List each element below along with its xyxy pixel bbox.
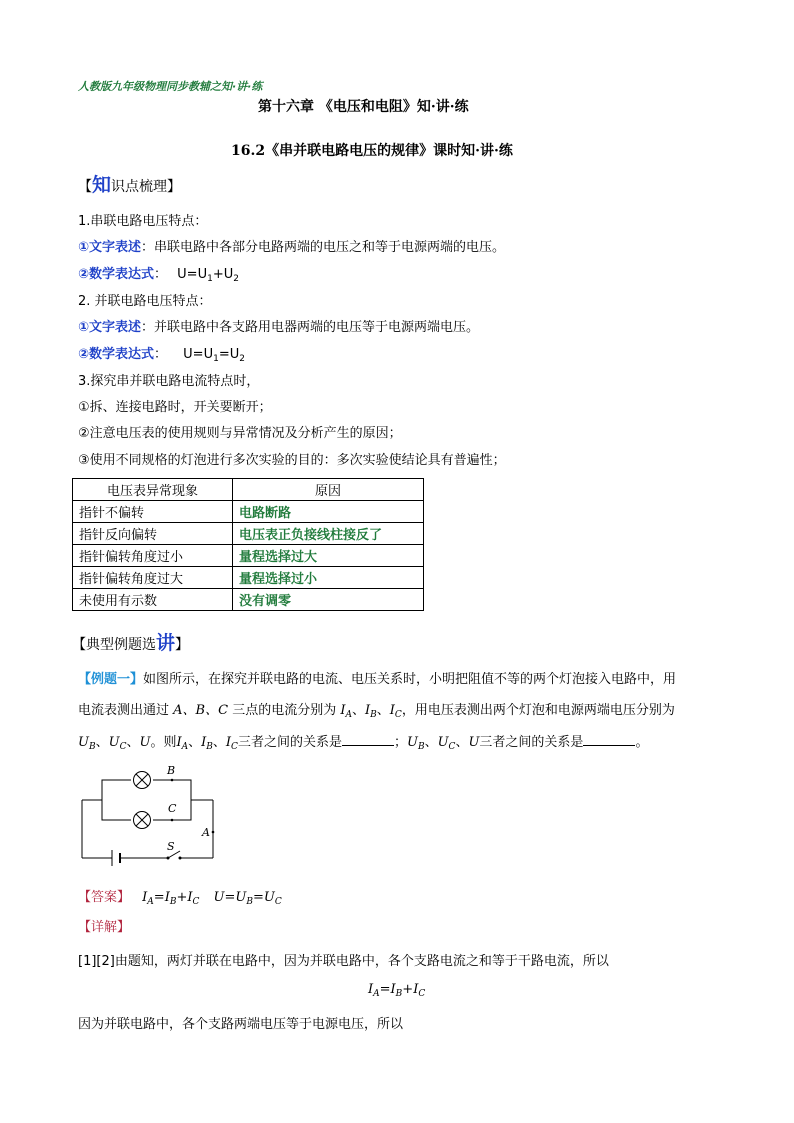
table-row bbox=[73, 523, 424, 545]
detail-equation: $I_A=I_B+I_C$ bbox=[368, 982, 426, 999]
table-row bbox=[73, 589, 424, 611]
point1-text-line: ①文字表述：串联电路中各部分电路两端的电压之和等于电源两端的电压。 bbox=[78, 240, 506, 255]
knowledge-section-heading: 【知识点梳理】 bbox=[78, 174, 182, 196]
table-header-row bbox=[73, 479, 424, 501]
table-cell-reason: 电压表正负接线柱接反了 bbox=[233, 523, 424, 545]
detail-label: 【详解】 bbox=[78, 920, 131, 935]
table-cell-phenomenon: 指针反向偏转 bbox=[73, 523, 233, 545]
answer-label: 【答案】 bbox=[78, 890, 131, 905]
label-s: S bbox=[167, 840, 175, 853]
answer-line: 【答案】 $I_A=I_B+I_C$ $U=U_B=U_C$ bbox=[78, 890, 282, 907]
example1-line1: 【例题一】如图所示，在探究并联电路的电流、电压关系时，小明把阻值不等的两个灯泡接入电路中，用 bbox=[78, 672, 677, 687]
table-header-reason: 原因 bbox=[233, 479, 424, 501]
lamp-c-icon bbox=[134, 812, 151, 829]
answer-blank-1 bbox=[342, 734, 394, 746]
table-row bbox=[73, 567, 424, 589]
table-header-phenomenon: 电压表异常现象 bbox=[73, 479, 233, 501]
table-cell-reason: 电路断路 bbox=[233, 501, 424, 523]
lamp-b-icon bbox=[134, 772, 151, 789]
point2-text-label: ①文字表述 bbox=[78, 320, 142, 335]
point3-heading: 3.探究串并联电路电流特点时， bbox=[78, 374, 260, 389]
point-b-dot bbox=[171, 779, 174, 782]
knowledge-big-char: 知 bbox=[92, 174, 112, 196]
point2-formula-line: ②数学表达式： $U=U_1=U_2$ bbox=[78, 347, 245, 364]
table-cell-phenomenon: 指针偏转角度过大 bbox=[73, 567, 233, 589]
point3-item3: ③使用不同规格的灯泡进行多次实验的目的：多次实验使结论具有普遍性； bbox=[78, 453, 506, 468]
point3-item1: ①拆、连接电路时，开关要断开； bbox=[78, 400, 272, 415]
point1-heading: 1.串联电路电压特点： bbox=[78, 214, 208, 229]
chapter-title: 第十六章 《电压和电阻》知·讲·练 bbox=[258, 99, 469, 115]
table-cell-phenomenon: 未使用有示数 bbox=[73, 589, 233, 611]
example1-tag: 【例题一】 bbox=[78, 672, 144, 687]
point2-formula-label: ②数学表达式 bbox=[78, 347, 155, 362]
example1-line3: $U_B$、$U_C$、U。则$I_A$、$I_B$、$I_C$三者之间的关系是 ；$U_B$、$U_C$、U三者之间的关系是 。 bbox=[78, 735, 649, 752]
parallel-circuit-diagram bbox=[76, 762, 226, 870]
branch-b-right-wire bbox=[153, 780, 191, 800]
answer-blank-2 bbox=[583, 734, 635, 746]
point1-formula-line: ②数学表达式： $U=U_1+U_2$ bbox=[78, 267, 239, 284]
branch-b-left-wire bbox=[102, 780, 131, 800]
table-cell-reason: 没有调零 bbox=[233, 589, 424, 611]
point2-text-line: ①文字表述：并联电路中各支路用电器两端的电压等于电源两端电压。 bbox=[78, 320, 480, 335]
example-big-char: 讲 bbox=[156, 632, 176, 654]
detail-line2: 因为并联电路中，各个支路两端电压等于电源电压，所以 bbox=[78, 1017, 404, 1032]
point3-item2: ②注意电压表的使用规则与异常情况及分析产生的原因； bbox=[78, 426, 402, 441]
point1-text-label: ①文字表述 bbox=[78, 240, 142, 255]
example1-line2: 电流表测出通过 A、B、C 三点的电流分别为 $I_A$、$I_B$、$I_C$，用电压表测出两个灯泡和电源两端电压分别为 bbox=[78, 703, 675, 720]
label-a: A bbox=[202, 826, 210, 839]
voltmeter-anomaly-table bbox=[72, 478, 424, 611]
lesson-title: 16.2《串并联电路电压的规律》课时知·讲·练 bbox=[231, 143, 513, 159]
table-cell-phenomenon: 指针偏转角度过小 bbox=[73, 545, 233, 567]
table-cell-phenomenon: 指针不偏转 bbox=[73, 501, 233, 523]
header-note: 人教版九年级物理同步教辅之知·讲·练 bbox=[78, 80, 263, 93]
table-row bbox=[73, 545, 424, 567]
battery-icon bbox=[112, 850, 120, 866]
switch-contact bbox=[167, 857, 170, 860]
label-c: C bbox=[168, 802, 177, 815]
detail-line1: [1][2]由题知，两灯并联在电路中，因为并联电路中，各个支路电流之和等于干路电流，所以 bbox=[78, 954, 609, 969]
table-row bbox=[73, 501, 424, 523]
branch-c-left-wire bbox=[102, 800, 131, 820]
label-b: B bbox=[167, 764, 176, 777]
point-c-dot bbox=[171, 819, 174, 822]
table-cell-reason: 量程选择过大 bbox=[233, 545, 424, 567]
point1-formula-label: ②数学表达式 bbox=[78, 267, 155, 282]
point2-heading: 2. 并联电路电压特点： bbox=[78, 294, 212, 309]
point-a-dot bbox=[212, 831, 215, 834]
table-cell-reason: 量程选择过小 bbox=[233, 567, 424, 589]
example-section-heading: 【典型例题选讲】 bbox=[72, 632, 190, 654]
switch-contact bbox=[179, 857, 182, 860]
